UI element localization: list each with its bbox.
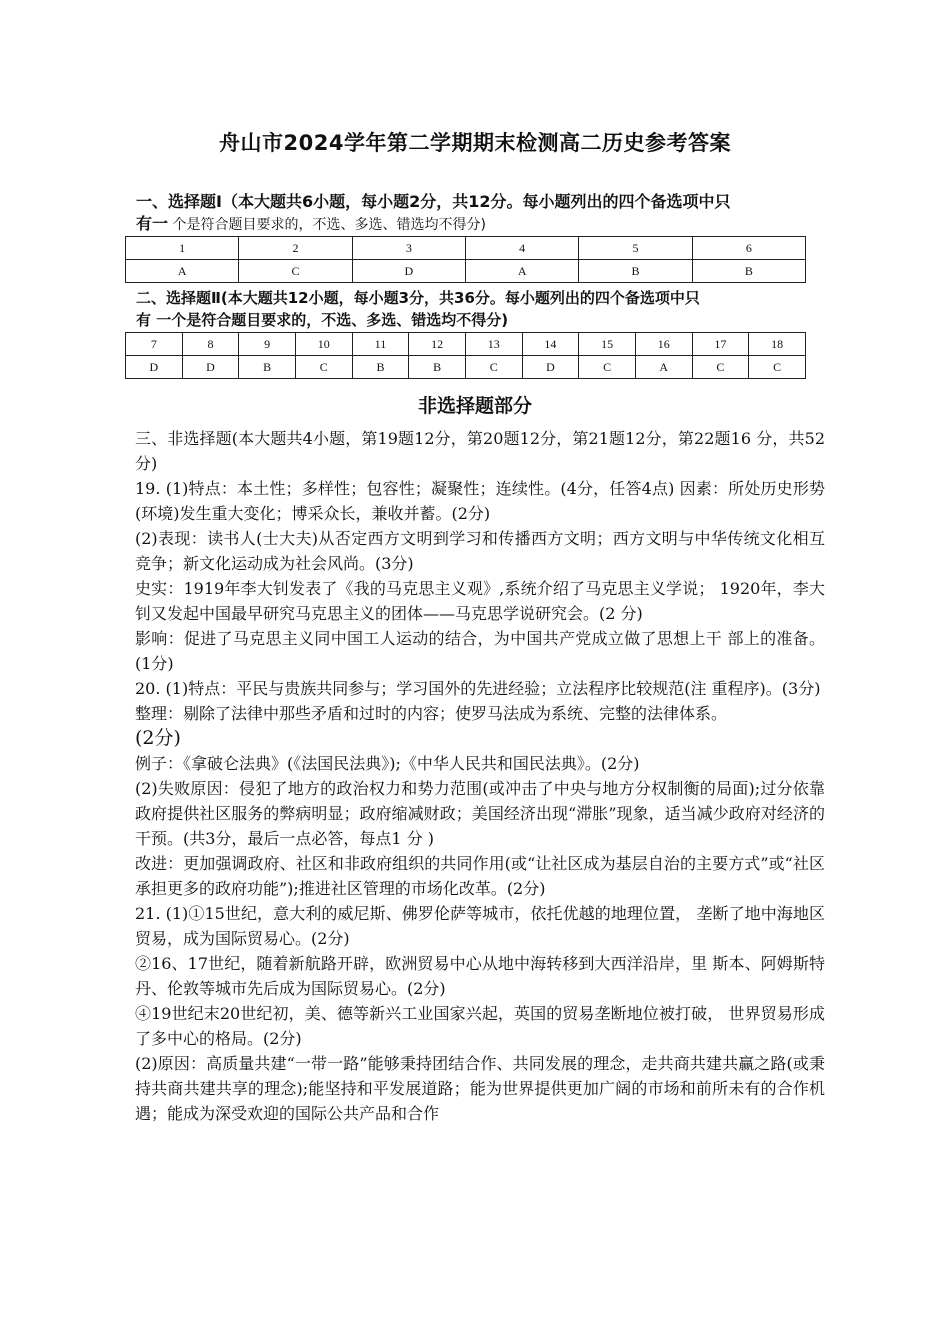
section-2-heading-line1: 二、选择题Ⅱ(本大题共12小题，每小题3分，共36分。每小题列出的四个备选项中只 [136, 289, 700, 307]
table-cell: 17 [692, 333, 749, 356]
section-2-heading-line2: 有 一个是符合题目要求的，不选、多选、错选均不得分) [136, 311, 509, 329]
answer-paragraph: 史实：1919年李大钊发表了《我的马克思主义观》,系统介绍了马克思主义学说； 1920年，李大钊又发起中国最早研究马克思主义的团体——马克思学说研究会。(2 分) [135, 579, 825, 623]
answer-body [135, 426, 825, 1126]
answer-paragraph: ②16、17世纪，随着新航路开辟，欧洲贸易中心从地中海转移到大西洋沿岸，里 斯本、阿姆斯特丹、伦敦等城市先后成为国际贸易心。(2分) [135, 954, 825, 998]
table-cell: B [352, 356, 409, 379]
table-cell: 5 [579, 237, 692, 260]
table-cell: A [126, 260, 239, 283]
answer-table-1 [125, 236, 806, 283]
nonchoice-section-title: 非选择题部分 [417, 395, 532, 417]
table-cell: 4 [465, 237, 578, 260]
table-cell: C [749, 356, 806, 379]
section-1-heading-line1: 一、选择题Ⅰ（本大题共6小题，每小题2分，共12分。每小题列出的四个备选项中只 [136, 192, 731, 211]
table-cell: 14 [522, 333, 579, 356]
section-2-heading [136, 287, 826, 331]
section-1-heading [136, 191, 826, 236]
answer-paragraph: 20. (1)特点：平民与贵族共同参与；学习国外的先进经验；立法程序比较规范(注 重程序)。(3分) [135, 679, 821, 698]
table-cell: A [635, 356, 692, 379]
table-cell: 9 [239, 333, 296, 356]
table-cell: 1 [126, 237, 239, 260]
section-1-heading-bold: 有一 [136, 214, 169, 233]
table-cell: B [692, 260, 805, 283]
answer-paragraph: 19. (1)特点：本土性；多样性；包容性；凝聚性；连续性。(4分，任答4点) 因素：所处历史形势(环境)发生重大变化；博采众长，兼收并蓄。(2分) [135, 479, 825, 523]
table-cell: 13 [465, 333, 522, 356]
table-cell: 16 [635, 333, 692, 356]
table-cell: D [522, 356, 579, 379]
table-cell: 8 [182, 333, 239, 356]
table-row-numbers [126, 333, 806, 356]
table-cell: 7 [126, 333, 183, 356]
answer-paragraph: 影响：促进了马克思主义同中国工人运动的结合，为中国共产党成立做了思想上干 部上的准备。(1分) [135, 629, 825, 673]
table-cell: C [465, 356, 522, 379]
table-row-answers [126, 260, 806, 283]
page-title: 舟山市2024学年第二学期期末检测高二历史参考答案 [219, 131, 731, 155]
table-cell: 2 [239, 237, 352, 260]
table-cell: 11 [352, 333, 409, 356]
answer-table-2 [125, 332, 806, 379]
table-cell: 12 [409, 333, 466, 356]
answer-text: 整理：剔除了法律中那些矛盾和过时的内容；使罗马法成为系统、完整的法律体系。 [135, 704, 728, 723]
table-cell: 10 [295, 333, 352, 356]
table-cell: 18 [749, 333, 806, 356]
answer-paragraph: (2)表现：读书人(士大夫)从否定西方文明到学习和传播西方文明；西方文明与中华传统文化相互竞争；新文化运动成为社会风尚。(3分) [135, 529, 825, 573]
table-row-answers [126, 356, 806, 379]
answer-paragraph: (2)原因：高质量共建“一带一路”能够秉持团结合作、共同发展的理念，走共商共建共赢之路(或秉持共商共建共享的理念);能坚持和平发展道路；能为世界提供更加广阔的市场和前所未有的合作机遇；能成为深受欢迎的国际公共产品和合作 [135, 1054, 825, 1123]
answer-paragraph [135, 701, 825, 751]
answer-paragraph: 改进：更加强调政府、社区和非政府组织的共同作用(或“让社区成为基层自治的主要方式”或“社区承担更多的政府功能”);推进社区管理的市场化改革。(2分) [135, 854, 825, 898]
table-cell: D [126, 356, 183, 379]
table-cell: C [295, 356, 352, 379]
table-cell: D [352, 260, 465, 283]
table-cell: B [579, 260, 692, 283]
table-cell: C [239, 260, 352, 283]
table-cell: 6 [692, 237, 805, 260]
section-1-heading-line2: 个是符合题目要求的，不选、多选、错选均不得分) [168, 217, 486, 233]
table-cell: D [182, 356, 239, 379]
answer-paragraph: (2)失败原因：侵犯了地方的政治权力和势力范围(或冲击了中央与地方分权制衡的局面);过分依靠政府提供社区服务的弊病明显；政府缩减财政；美国经济出现“滞胀”现象，适当减少政府对经济的干预。(共3分，最后一点必答，每点1 分 ) [135, 779, 825, 848]
table-cell: B [409, 356, 466, 379]
answer-paragraph: ④19世纪末20世纪初，美、德等新兴工业国家兴起，英国的贸易垄断地位被打破， 世界贸易形成了多中心的格局。(2分) [135, 1004, 825, 1048]
section-3-heading: 三、非选择题(本大题共4小题，第19题12分，第20题12分，第21题12分，第22题16 分，共52分) [135, 429, 825, 473]
table-row-numbers [126, 237, 806, 260]
table-cell: 15 [579, 333, 636, 356]
answer-paragraph: 例子：《拿破仑法典》(《法国民法典》);《中华人民共和国民法典》。(2分) [135, 754, 640, 773]
table-cell: C [579, 356, 636, 379]
table-cell: 3 [352, 237, 465, 260]
answer-paragraph: 21. (1)①15世纪，意大利的威尼斯、佛罗伦萨等城市，依托优越的地理位置， 垄断了地中海地区贸易，成为国际贸易心。(2分) [135, 904, 825, 948]
answer-score: (2分) [135, 727, 181, 749]
table-cell: C [692, 356, 749, 379]
table-cell: A [465, 260, 578, 283]
table-cell: B [239, 356, 296, 379]
